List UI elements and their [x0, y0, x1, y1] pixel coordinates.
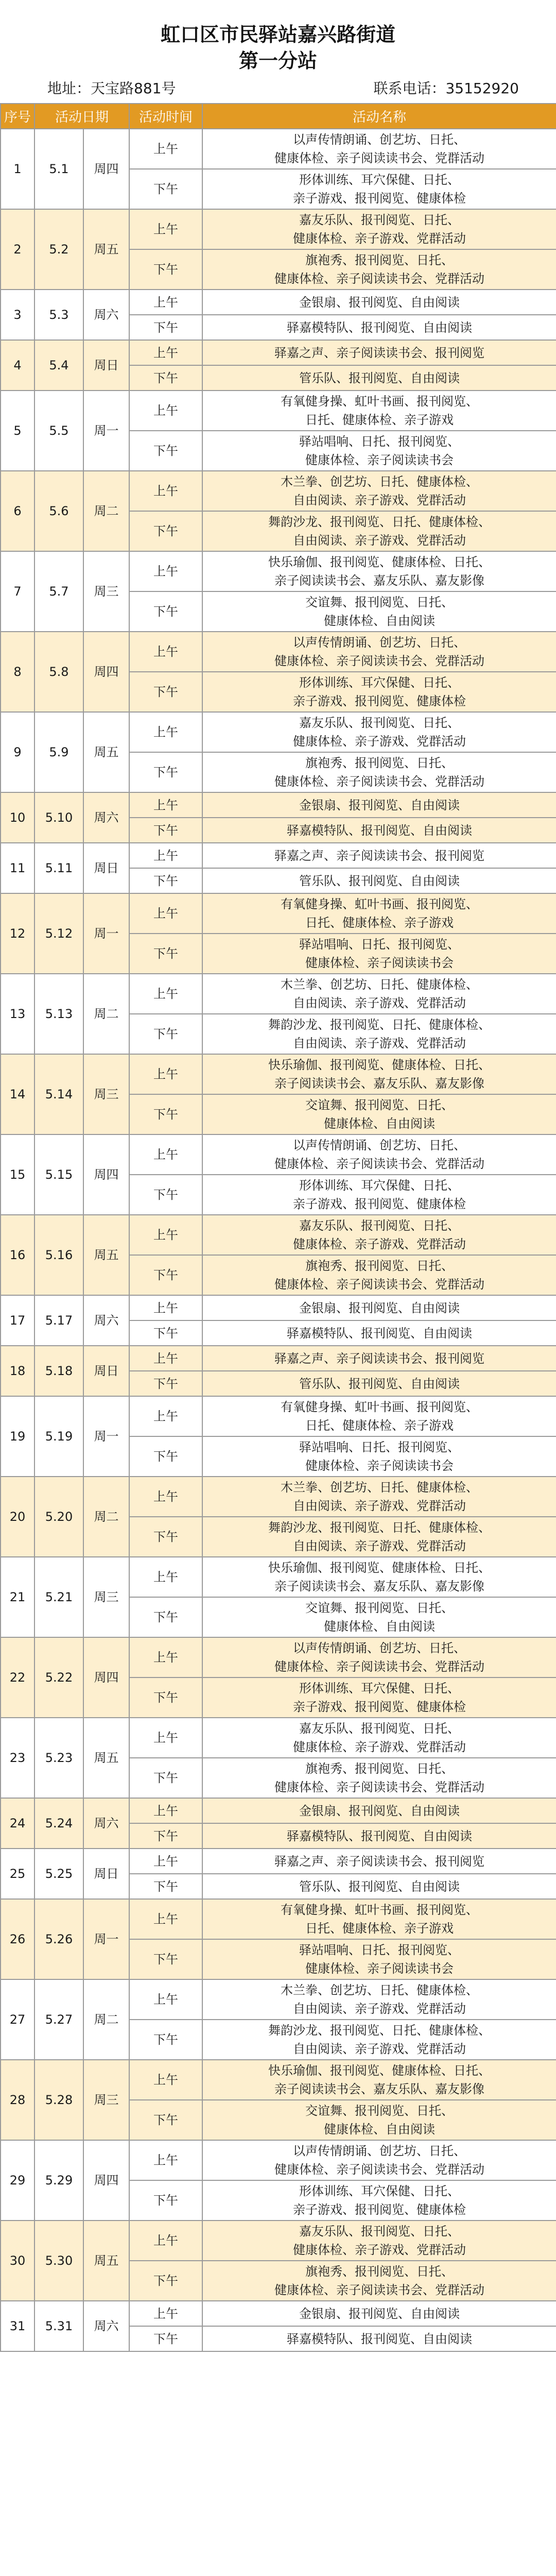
- row-weekday: 周三: [83, 551, 129, 632]
- row-number: 8: [1, 632, 34, 712]
- row-period: 上午: [129, 792, 202, 818]
- row-period: 上午: [129, 1899, 202, 1939]
- row-number: 14: [1, 1054, 34, 1134]
- row-activities: 嘉友乐队、报刊阅览、日托、 健康体检、亲子游戏、党群活动: [202, 712, 556, 752]
- row-weekday: 周二: [83, 1477, 129, 1557]
- row-number: 31: [1, 2301, 34, 2351]
- row-period: 下午: [129, 868, 202, 893]
- row-weekday: 周五: [83, 1718, 129, 1798]
- table-row: [1, 2140, 556, 2180]
- table-row: [1, 1477, 556, 1517]
- table-row: [1, 1718, 556, 1758]
- row-activities: 交谊舞、报刊阅览、日托、 健康体检、自由阅读: [202, 1094, 556, 1134]
- row-activities: 驿站唱响、日托、报刊阅览、 健康体检、亲子阅读读书会: [202, 431, 556, 471]
- row-activities: 驿站唱响、日托、报刊阅览、 健康体检、亲子阅读读书会: [202, 934, 556, 974]
- row-number: 11: [1, 843, 34, 893]
- table-row: [1, 1346, 556, 1371]
- table-row: [1, 391, 556, 431]
- row-number: 24: [1, 1798, 34, 1849]
- row-activities: 以声传情朗诵、创艺坊、日托、 健康体检、亲子阅读读书会、党群活动: [202, 129, 556, 169]
- row-number: 13: [1, 974, 34, 1054]
- row-date: 5.14: [34, 1054, 83, 1134]
- table-row: [1, 1637, 556, 1677]
- row-date: 5.4: [34, 340, 83, 391]
- row-weekday: 周六: [83, 2301, 129, 2351]
- row-period: 上午: [129, 1477, 202, 1517]
- row-activities: 管乐队、报刊阅览、自由阅读: [202, 868, 556, 893]
- row-activities: 旗袍秀、报刊阅览、日托、 健康体检、亲子阅读读书会、党群活动: [202, 1758, 556, 1798]
- page-subtitle: 第一分站: [238, 49, 317, 72]
- table-row: [1, 290, 556, 315]
- row-period: 下午: [129, 1371, 202, 1396]
- row-period: 上午: [129, 2221, 202, 2261]
- header-date: 活动日期: [34, 104, 129, 129]
- row-activities: 形体训练、耳穴保健、日托、 亲子游戏、报刊阅览、健康体检: [202, 169, 556, 209]
- row-activities: 金银扇、报刊阅览、自由阅读: [202, 1798, 556, 1823]
- row-period: 上午: [129, 974, 202, 1014]
- row-period: 上午: [129, 1718, 202, 1758]
- day-group: [1, 340, 556, 391]
- row-activities: 驿嘉模特队、报刊阅览、自由阅读: [202, 315, 556, 340]
- row-weekday: 周四: [83, 2140, 129, 2221]
- row-period: 上午: [129, 471, 202, 511]
- row-number: 5: [1, 391, 34, 471]
- row-weekday: 周一: [83, 1899, 129, 1979]
- row-period: 下午: [129, 591, 202, 632]
- row-period: 下午: [129, 169, 202, 209]
- row-activities: 舞韵沙龙、报刊阅览、日托、健康体检、 自由阅读、亲子游戏、党群活动: [202, 1517, 556, 1557]
- row-date: 5.26: [34, 1899, 83, 1979]
- row-weekday: 周四: [83, 1637, 129, 1718]
- day-group: [1, 1346, 556, 1396]
- row-weekday: 周一: [83, 391, 129, 471]
- row-activities: 驿嘉模特队、报刊阅览、自由阅读: [202, 818, 556, 843]
- row-weekday: 周二: [83, 974, 129, 1054]
- row-period: 下午: [129, 365, 202, 391]
- row-activities: 管乐队、报刊阅览、自由阅读: [202, 1874, 556, 1899]
- day-group: [1, 1798, 556, 1849]
- address-text: 地址：天宝路881号: [47, 80, 176, 97]
- row-weekday: 周日: [83, 340, 129, 391]
- row-activities: 驿站唱响、日托、报刊阅览、 健康体检、亲子阅读读书会: [202, 1939, 556, 1979]
- row-activities: 嘉友乐队、报刊阅览、日托、 健康体检、亲子游戏、党群活动: [202, 209, 556, 249]
- table-row: [1, 632, 556, 672]
- row-weekday: 周四: [83, 1134, 129, 1215]
- table-row: [1, 792, 556, 818]
- row-weekday: 周六: [83, 290, 129, 340]
- row-weekday: 周五: [83, 1215, 129, 1295]
- row-number: 9: [1, 712, 34, 792]
- day-group: [1, 1557, 556, 1637]
- row-period: 下午: [129, 1436, 202, 1477]
- row-period: 上午: [129, 2140, 202, 2180]
- row-activities: 驿嘉模特队、报刊阅览、自由阅读: [202, 2326, 556, 2351]
- row-activities: 旗袍秀、报刊阅览、日托、 健康体检、亲子阅读读书会、党群活动: [202, 1255, 556, 1295]
- day-group: [1, 712, 556, 792]
- row-period: 上午: [129, 1557, 202, 1597]
- table-row: [1, 1798, 556, 1823]
- row-date: 5.20: [34, 1477, 83, 1557]
- row-period: 下午: [129, 1320, 202, 1346]
- row-activities: 舞韵沙龙、报刊阅览、日托、健康体检、 自由阅读、亲子游戏、党群活动: [202, 1014, 556, 1054]
- row-period: 上午: [129, 1396, 202, 1436]
- table-header-row: [1, 104, 556, 129]
- row-number: 25: [1, 1849, 34, 1899]
- day-group: [1, 2301, 556, 2351]
- row-number: 10: [1, 792, 34, 843]
- row-activities: 有氧健身操、虹叶书画、报刊阅览、 日托、健康体检、亲子游戏: [202, 893, 556, 934]
- row-activities: 以声传情朗诵、创艺坊、日托、 健康体检、亲子阅读读书会、党群活动: [202, 1134, 556, 1175]
- row-period: 上午: [129, 1637, 202, 1677]
- row-activities: 有氧健身操、虹叶书画、报刊阅览、 日托、健康体检、亲子游戏: [202, 1396, 556, 1436]
- row-period: 下午: [129, 752, 202, 792]
- row-period: 下午: [129, 2326, 202, 2351]
- day-group: [1, 1718, 556, 1798]
- page-title: 虹口区市民驿站嘉兴路街道: [160, 23, 395, 46]
- row-activities: 驿嘉模特队、报刊阅览、自由阅读: [202, 1823, 556, 1849]
- row-weekday: 周一: [83, 893, 129, 974]
- row-activities: 金银扇、报刊阅览、自由阅读: [202, 1295, 556, 1320]
- row-period: 下午: [129, 1823, 202, 1849]
- row-number: 30: [1, 2221, 34, 2301]
- row-number: 26: [1, 1899, 34, 1979]
- table-row: [1, 1979, 556, 2020]
- row-number: 22: [1, 1637, 34, 1718]
- day-group: [1, 1979, 556, 2060]
- row-number: 12: [1, 893, 34, 974]
- header-no: 序号: [1, 104, 34, 129]
- row-date: 5.12: [34, 893, 83, 974]
- table-row: [1, 1295, 556, 1320]
- row-weekday: 周日: [83, 1849, 129, 1899]
- row-period: 上午: [129, 1849, 202, 1874]
- row-period: 上午: [129, 1295, 202, 1320]
- row-date: 5.16: [34, 1215, 83, 1295]
- row-activities: 木兰拳、创艺坊、日托、健康体检、 自由阅读、亲子游戏、党群活动: [202, 974, 556, 1014]
- row-date: 5.24: [34, 1798, 83, 1849]
- row-period: 下午: [129, 1517, 202, 1557]
- table-row: [1, 129, 556, 169]
- day-group: [1, 1899, 556, 1979]
- row-period: 下午: [129, 2100, 202, 2140]
- row-activities: 交谊舞、报刊阅览、日托、 健康体检、自由阅读: [202, 591, 556, 632]
- row-period: 上午: [129, 290, 202, 315]
- row-activities: 驿站唱响、日托、报刊阅览、 健康体检、亲子阅读读书会: [202, 1436, 556, 1477]
- table-row: [1, 843, 556, 868]
- row-number: 23: [1, 1718, 34, 1798]
- row-activities: 旗袍秀、报刊阅览、日托、 健康体检、亲子阅读读书会、党群活动: [202, 752, 556, 792]
- day-group: [1, 632, 556, 712]
- row-date: 5.19: [34, 1396, 83, 1477]
- day-group: [1, 209, 556, 290]
- row-activities: 快乐瑜伽、报刊阅览、健康体检、日托、 亲子阅读读书会、嘉友乐队、嘉友影像: [202, 1557, 556, 1597]
- row-activities: 舞韵沙龙、报刊阅览、日托、健康体检、 自由阅读、亲子游戏、党群活动: [202, 2020, 556, 2060]
- row-period: 上午: [129, 1215, 202, 1255]
- row-period: 上午: [129, 1346, 202, 1371]
- row-period: 上午: [129, 340, 202, 365]
- row-activities: 交谊舞、报刊阅览、日托、 健康体检、自由阅读: [202, 1597, 556, 1637]
- row-activities: 以声传情朗诵、创艺坊、日托、 健康体检、亲子阅读读书会、党群活动: [202, 632, 556, 672]
- table-row: [1, 2060, 556, 2100]
- row-weekday: 周日: [83, 1346, 129, 1396]
- table-row: [1, 1899, 556, 1939]
- row-number: 20: [1, 1477, 34, 1557]
- row-activities: 金银扇、报刊阅览、自由阅读: [202, 2301, 556, 2326]
- row-period: 下午: [129, 934, 202, 974]
- row-period: 上午: [129, 1054, 202, 1094]
- day-group: [1, 1295, 556, 1346]
- row-date: 5.3: [34, 290, 83, 340]
- row-weekday: 周四: [83, 129, 129, 209]
- row-period: 下午: [129, 1874, 202, 1899]
- row-period: 下午: [129, 1758, 202, 1798]
- row-period: 下午: [129, 1255, 202, 1295]
- row-activities: 形体训练、耳穴保健、日托、 亲子游戏、报刊阅览、健康体检: [202, 1175, 556, 1215]
- row-activities: 有氧健身操、虹叶书画、报刊阅览、 日托、健康体检、亲子游戏: [202, 391, 556, 431]
- row-activities: 金银扇、报刊阅览、自由阅读: [202, 290, 556, 315]
- row-activities: 驿嘉之声、亲子阅读读书会、报刊阅览: [202, 340, 556, 365]
- row-period: 下午: [129, 1094, 202, 1134]
- row-number: 21: [1, 1557, 34, 1637]
- row-period: 上午: [129, 2301, 202, 2326]
- table-row: [1, 1396, 556, 1436]
- table-row: [1, 2221, 556, 2261]
- table-row: [1, 1134, 556, 1175]
- row-date: 5.15: [34, 1134, 83, 1215]
- day-group: [1, 1054, 556, 1134]
- row-weekday: 周四: [83, 632, 129, 712]
- row-date: 5.22: [34, 1637, 83, 1718]
- day-group: [1, 1396, 556, 1477]
- row-number: 4: [1, 340, 34, 391]
- row-activities: 快乐瑜伽、报刊阅览、健康体检、日托、 亲子阅读读书会、嘉友乐队、嘉友影像: [202, 2060, 556, 2100]
- table-row: [1, 1054, 556, 1094]
- row-date: 5.27: [34, 1979, 83, 2060]
- row-period: 上午: [129, 391, 202, 431]
- table-row: [1, 471, 556, 511]
- row-activities: 金银扇、报刊阅览、自由阅读: [202, 792, 556, 818]
- row-weekday: 周一: [83, 1396, 129, 1477]
- row-weekday: 周三: [83, 2060, 129, 2140]
- contact-info: [0, 74, 556, 103]
- row-activities: 嘉友乐队、报刊阅览、日托、 健康体检、亲子游戏、党群活动: [202, 1215, 556, 1255]
- header-time: 活动时间: [129, 104, 202, 129]
- row-period: 上午: [129, 1979, 202, 2020]
- row-date: 5.31: [34, 2301, 83, 2351]
- row-weekday: 周日: [83, 843, 129, 893]
- row-date: 5.2: [34, 209, 83, 290]
- row-date: 5.8: [34, 632, 83, 712]
- day-group: [1, 2140, 556, 2221]
- row-period: 下午: [129, 1939, 202, 1979]
- row-date: 5.29: [34, 2140, 83, 2221]
- row-period: 上午: [129, 2060, 202, 2100]
- row-period: 上午: [129, 1134, 202, 1175]
- row-activities: 以声传情朗诵、创艺坊、日托、 健康体检、亲子阅读读书会、党群活动: [202, 1637, 556, 1677]
- row-weekday: 周三: [83, 1054, 129, 1134]
- row-period: 上午: [129, 1798, 202, 1823]
- day-group: [1, 1637, 556, 1718]
- row-period: 下午: [129, 2180, 202, 2221]
- row-period: 下午: [129, 315, 202, 340]
- day-group: [1, 129, 556, 209]
- row-weekday: 周二: [83, 1979, 129, 2060]
- row-date: 5.23: [34, 1718, 83, 1798]
- row-date: 5.18: [34, 1346, 83, 1396]
- table-row: [1, 1215, 556, 1255]
- row-activities: 木兰拳、创艺坊、日托、健康体检、 自由阅读、亲子游戏、党群活动: [202, 471, 556, 511]
- row-number: 17: [1, 1295, 34, 1346]
- row-period: 下午: [129, 2020, 202, 2060]
- day-group: [1, 2060, 556, 2140]
- day-group: [1, 2221, 556, 2301]
- row-activities: 驿嘉之声、亲子阅读读书会、报刊阅览: [202, 843, 556, 868]
- row-period: 上午: [129, 209, 202, 249]
- row-period: 下午: [129, 511, 202, 551]
- row-date: 5.25: [34, 1849, 83, 1899]
- row-period: 下午: [129, 1175, 202, 1215]
- row-period: 下午: [129, 818, 202, 843]
- table-row: [1, 209, 556, 249]
- table-row: [1, 893, 556, 934]
- row-activities: 驿嘉之声、亲子阅读读书会、报刊阅览: [202, 1849, 556, 1874]
- table-row: [1, 340, 556, 365]
- table-row: [1, 712, 556, 752]
- row-activities: 嘉友乐队、报刊阅览、日托、 健康体检、亲子游戏、党群活动: [202, 2221, 556, 2261]
- row-number: 2: [1, 209, 34, 290]
- row-date: 5.9: [34, 712, 83, 792]
- row-period: 下午: [129, 431, 202, 471]
- row-date: 5.21: [34, 1557, 83, 1637]
- row-activities: 驿嘉模特队、报刊阅览、自由阅读: [202, 1320, 556, 1346]
- day-group: [1, 1134, 556, 1215]
- row-number: 29: [1, 2140, 34, 2221]
- row-weekday: 周三: [83, 1557, 129, 1637]
- row-number: 28: [1, 2060, 34, 2140]
- row-activities: 以声传情朗诵、创艺坊、日托、 健康体检、亲子阅读读书会、党群活动: [202, 2140, 556, 2180]
- day-group: [1, 551, 556, 632]
- phone-text: 联系电话：35152920: [373, 80, 519, 97]
- row-period: 上午: [129, 551, 202, 591]
- row-activities: 形体训练、耳穴保健、日托、 亲子游戏、报刊阅览、健康体检: [202, 672, 556, 712]
- day-group: [1, 974, 556, 1054]
- day-group: [1, 1849, 556, 1899]
- row-date: 5.5: [34, 391, 83, 471]
- row-number: 7: [1, 551, 34, 632]
- row-activities: 快乐瑜伽、报刊阅览、健康体检、日托、 亲子阅读读书会、嘉友乐队、嘉友影像: [202, 551, 556, 591]
- row-period: 下午: [129, 1677, 202, 1718]
- day-group: [1, 792, 556, 843]
- row-period: 下午: [129, 249, 202, 290]
- row-weekday: 周五: [83, 2221, 129, 2301]
- row-period: 下午: [129, 2261, 202, 2301]
- day-group: [1, 471, 556, 551]
- row-number: 27: [1, 1979, 34, 2060]
- row-period: 下午: [129, 672, 202, 712]
- row-period: 上午: [129, 893, 202, 934]
- row-activities: 形体训练、耳穴保健、日托、 亲子游戏、报刊阅览、健康体检: [202, 1677, 556, 1718]
- row-period: 下午: [129, 1597, 202, 1637]
- day-group: [1, 290, 556, 340]
- row-activities: 交谊舞、报刊阅览、日托、 健康体检、自由阅读: [202, 2100, 556, 2140]
- row-weekday: 周六: [83, 1798, 129, 1849]
- row-weekday: 周六: [83, 1295, 129, 1346]
- row-period: 下午: [129, 1014, 202, 1054]
- day-group: [1, 893, 556, 974]
- row-date: 5.30: [34, 2221, 83, 2301]
- row-number: 3: [1, 290, 34, 340]
- row-number: 16: [1, 1215, 34, 1295]
- row-activities: 嘉友乐队、报刊阅览、日托、 健康体检、亲子游戏、党群活动: [202, 1718, 556, 1758]
- day-group: [1, 1215, 556, 1295]
- table-row: [1, 551, 556, 591]
- row-period: 上午: [129, 129, 202, 169]
- day-group: [1, 843, 556, 893]
- row-activities: 形体训练、耳穴保健、日托、 亲子游戏、报刊阅览、健康体检: [202, 2180, 556, 2221]
- row-number: 18: [1, 1346, 34, 1396]
- day-group: [1, 1477, 556, 1557]
- row-activities: 驿嘉之声、亲子阅读读书会、报刊阅览: [202, 1346, 556, 1371]
- row-activities: 旗袍秀、报刊阅览、日托、 健康体检、亲子阅读读书会、党群活动: [202, 2261, 556, 2301]
- row-number: 6: [1, 471, 34, 551]
- row-date: 5.7: [34, 551, 83, 632]
- day-group: [1, 391, 556, 471]
- table-row: [1, 2301, 556, 2326]
- row-number: 19: [1, 1396, 34, 1477]
- row-activities: 木兰拳、创艺坊、日托、健康体检、 自由阅读、亲子游戏、党群活动: [202, 1979, 556, 2020]
- row-date: 5.6: [34, 471, 83, 551]
- row-activities: 管乐队、报刊阅览、自由阅读: [202, 365, 556, 391]
- row-weekday: 周二: [83, 471, 129, 551]
- row-weekday: 周五: [83, 712, 129, 792]
- row-activities: 旗袍秀、报刊阅览、日托、 健康体检、亲子阅读读书会、党群活动: [202, 249, 556, 290]
- row-number: 15: [1, 1134, 34, 1215]
- row-period: 上午: [129, 843, 202, 868]
- row-activities: 木兰拳、创艺坊、日托、健康体检、 自由阅读、亲子游戏、党群活动: [202, 1477, 556, 1517]
- row-activities: 舞韵沙龙、报刊阅览、日托、健康体检、 自由阅读、亲子游戏、党群活动: [202, 511, 556, 551]
- row-date: 5.1: [34, 129, 83, 209]
- row-weekday: 周五: [83, 209, 129, 290]
- row-weekday: 周六: [83, 792, 129, 843]
- row-activities: 有氧健身操、虹叶书画、报刊阅览、 日托、健康体检、亲子游戏: [202, 1899, 556, 1939]
- row-activities: 快乐瑜伽、报刊阅览、健康体检、日托、 亲子阅读读书会、嘉友乐队、嘉友影像: [202, 1054, 556, 1094]
- table-row: [1, 1557, 556, 1597]
- row-date: 5.13: [34, 974, 83, 1054]
- row-date: 5.17: [34, 1295, 83, 1346]
- row-activities: 管乐队、报刊阅览、自由阅读: [202, 1371, 556, 1396]
- row-date: 5.10: [34, 792, 83, 843]
- row-period: 上午: [129, 632, 202, 672]
- row-date: 5.11: [34, 843, 83, 893]
- row-number: 1: [1, 129, 34, 209]
- row-date: 5.28: [34, 2060, 83, 2140]
- row-period: 上午: [129, 712, 202, 752]
- header-activity: 活动名称: [202, 104, 556, 129]
- table-row: [1, 1849, 556, 1874]
- schedule-table: [0, 103, 556, 2352]
- table-row: [1, 974, 556, 1014]
